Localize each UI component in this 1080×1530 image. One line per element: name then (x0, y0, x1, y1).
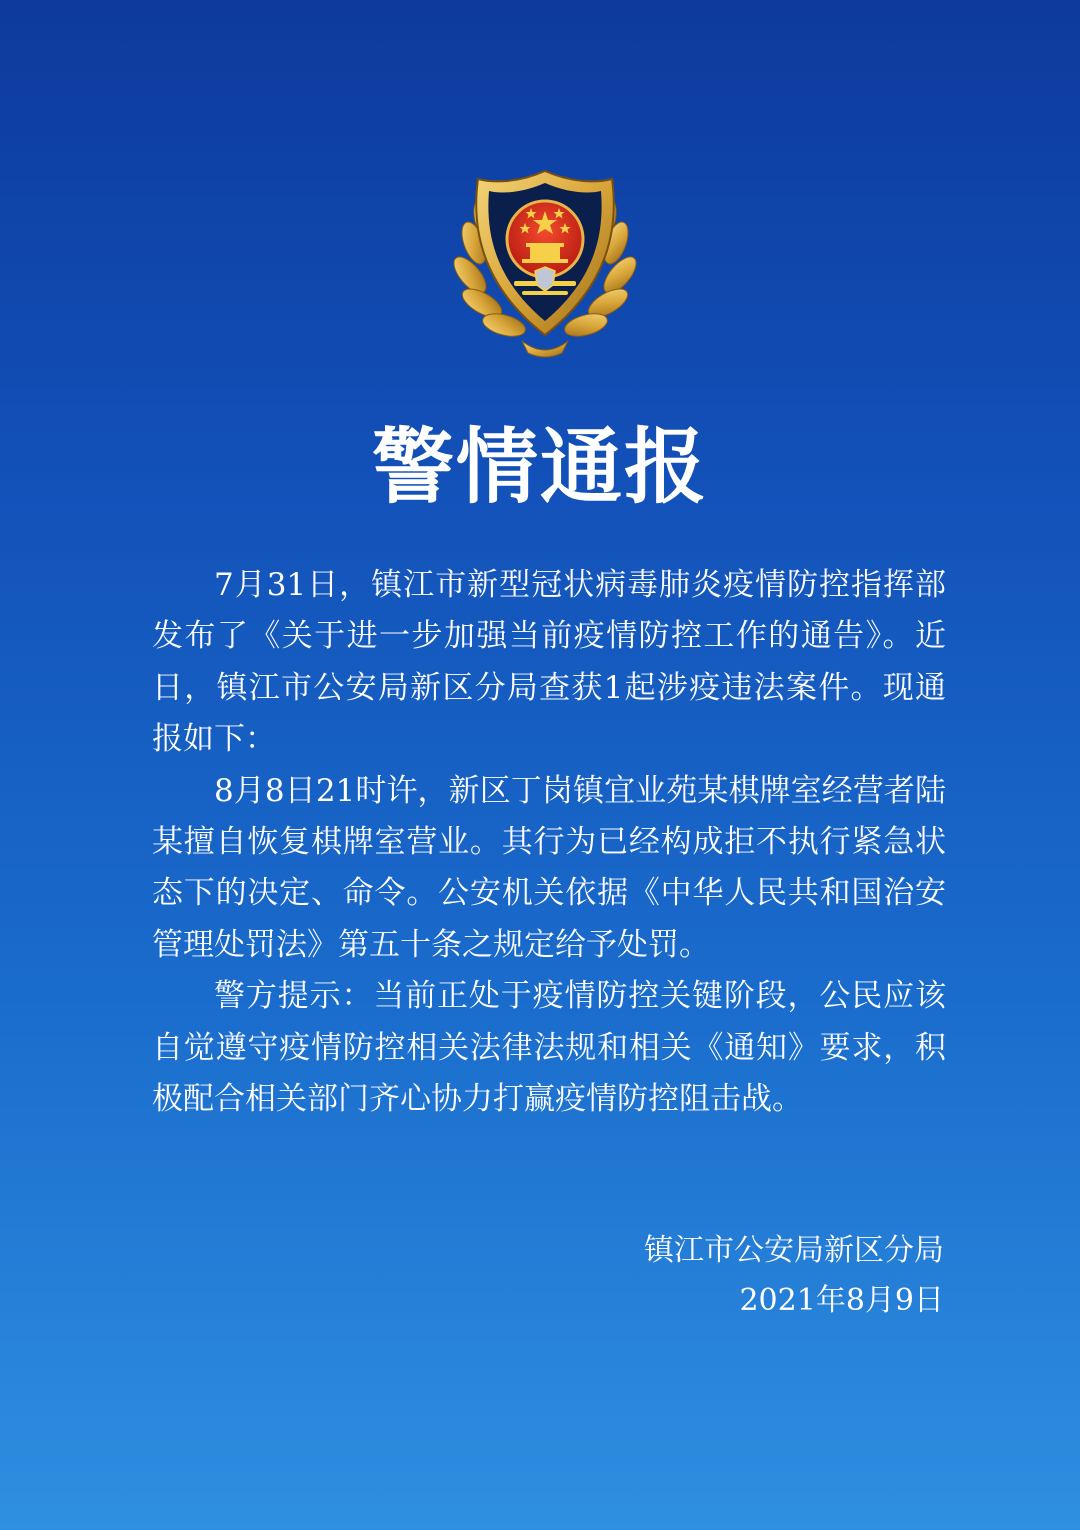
paragraph-case: 8月8日21时许，新区丁岗镇宜业苑某棋牌室经营者陆某擅自恢复棋牌室营业。其行为已经构成拒不执行紧急状态下的决定、命令。公安机关依据《中华人民共和国治安管理处罚法》第五十条之规定给予处罚。 (152, 772, 946, 963)
paragraph-reminder: 警方提示：当前正处于疫情防控关键阶段，公民应该自觉遵守疫情防控相关法律法规和相关《通知》要求，积极配合相关部门齐心协力打赢疫情防控阻击战。 (152, 978, 946, 1118)
police-badge-icon (452, 163, 638, 359)
signature-block (644, 1226, 944, 1326)
issue-date: 2021年8月9日 (739, 1283, 944, 1318)
paragraph-background: 7月31日，镇江市新型冠状病毒肺炎疫情防控指挥部发布了《关于进一步加强当前疫情防控工作的通告》。近日，镇江市公安局新区分局查获1起涉疫违法案件。现通报如下： (152, 567, 946, 758)
page-title: 警情通报 (371, 420, 708, 515)
notice-body (152, 560, 946, 1125)
issuing-organization: 镇江市公安局新区分局 (644, 1233, 944, 1268)
